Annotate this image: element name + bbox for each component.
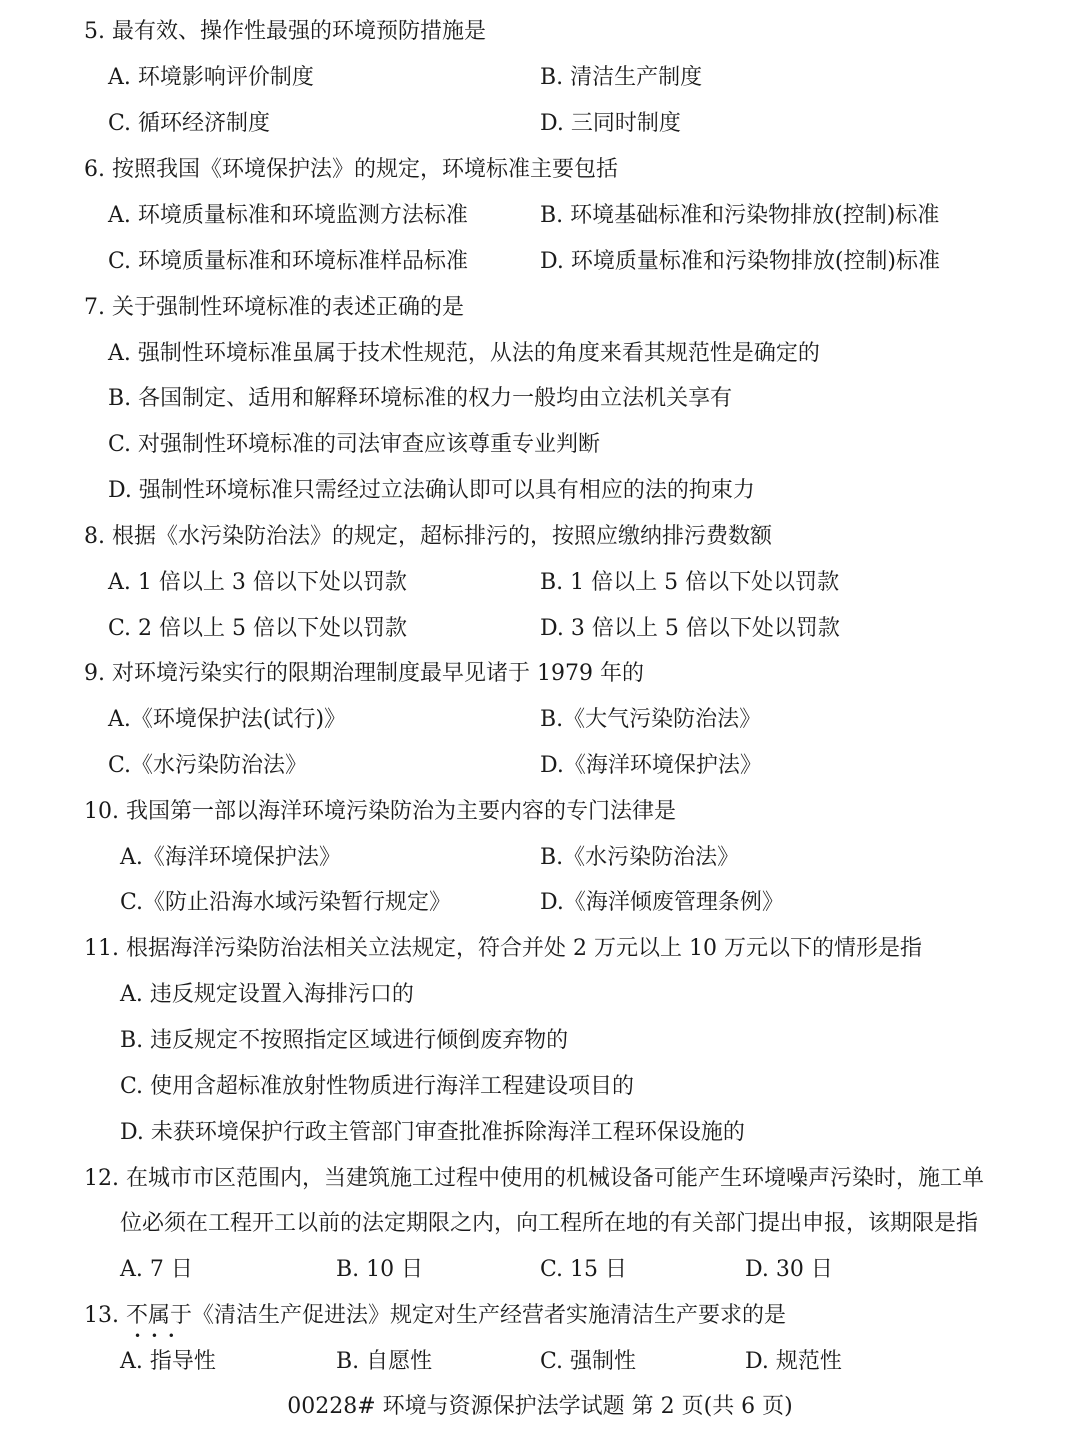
question-10-option-a: A.《海洋环境保护法》 (120, 845, 341, 870)
question-8-option-b: B. 1 倍以上 5 倍以下处以罚款 (540, 570, 840, 595)
question-6-stem: 6. 按照我国《环境保护法》的规定，环境标准主要包括 (84, 157, 618, 182)
question-7-option-a: A. 强制性环境标准虽属于技术性规范，从法的角度来看其规范性是确定的 (108, 341, 820, 366)
question-13-option-d: D. 规范性 (745, 1349, 842, 1374)
question-5-stem: 5. 最有效、操作性最强的环境预防措施是 (84, 19, 486, 44)
question-6-option-d: D. 环境质量标准和污染物排放(控制)标准 (540, 249, 941, 274)
question-9-option-c: C.《水污染防治法》 (108, 753, 308, 778)
question-12-option-d: D. 30 日 (745, 1257, 833, 1282)
question-8-option-c: C. 2 倍以上 5 倍以下处以罚款 (108, 616, 408, 641)
question-10-stem: 10. 我国第一部以海洋环境污染防治为主要内容的专门法律是 (84, 799, 676, 824)
question-13-option-b: B. 自愿性 (336, 1349, 433, 1374)
question-12-stem-continued: 位必须在工程开工以前的法定期限之内，向工程所在地的有关部门提出申报，该期限是指 (120, 1211, 979, 1236)
question-6-option-c: C. 环境质量标准和环境标准样品标准 (108, 249, 469, 274)
question-10-option-d: D.《海洋倾废管理条例》 (540, 890, 784, 915)
question-13-emphasis: 不属于 • • • (126, 1303, 192, 1328)
question-8-stem: 8. 根据《水污染防治法》的规定，超标排污的，按照应缴纳排污费数额 (84, 524, 772, 549)
question-12-option-b: B. 10 日 (336, 1257, 424, 1282)
question-5-option-d: D. 三同时制度 (540, 111, 681, 136)
question-12-option-a: A. 7 日 (120, 1257, 193, 1282)
question-13-stem (84, 1301, 786, 1331)
question-9-option-b: B.《大气污染防治法》 (540, 707, 762, 732)
question-8-option-d: D. 3 倍以上 5 倍以下处以罚款 (540, 616, 840, 641)
question-6-option-a: A. 环境质量标准和环境监测方法标准 (108, 203, 468, 228)
question-6-option-b: B. 环境基础标准和污染物排放(控制)标准 (540, 203, 940, 228)
question-5-option-c: C. 循环经济制度 (108, 111, 271, 136)
question-11-option-b: B. 违反规定不按照指定区域进行倾倒废弃物的 (120, 1028, 569, 1053)
question-13-option-c: C. 强制性 (540, 1349, 637, 1374)
question-12-stem: 12. 在城市市区范围内，当建筑施工过程中使用的机械设备可能产生环境噪声污染时，施工单 (84, 1166, 984, 1191)
question-13-stem-text: 《清洁生产促进法》规定对生产经营者实施清洁生产要求的是 (192, 1303, 787, 1328)
question-11-option-d: D. 未获环境保护行政主管部门审查批准拆除海洋工程环保设施的 (120, 1120, 745, 1145)
question-5-option-b: B. 清洁生产制度 (540, 65, 703, 90)
question-5-option-a: A. 环境影响评价制度 (108, 65, 314, 90)
question-8-option-a: A. 1 倍以上 3 倍以下处以罚款 (108, 570, 407, 595)
question-12-option-c: C. 15 日 (540, 1257, 628, 1282)
question-9-stem: 9. 对环境污染实行的限期治理制度最早见诸于 1979 年的 (84, 661, 644, 686)
question-10-option-c: C.《防止沿海水域污染暂行规定》 (120, 890, 452, 915)
question-13-number: 13. (84, 1303, 126, 1328)
question-7-option-d: D. 强制性环境标准只需经过立法确认即可以具有相应的法的拘束力 (108, 478, 755, 503)
question-9-option-a: A.《环境保护法(试行)》 (108, 707, 347, 732)
question-7-option-c: C. 对强制性环境标准的司法审查应该尊重专业判断 (108, 432, 601, 457)
question-11-option-c: C. 使用含超标准放射性物质进行海洋工程建设项目的 (120, 1074, 635, 1099)
question-11-stem: 11. 根据海洋污染防治法相关立法规定，符合并处 2 万元以上 10 万元以下的情形是指 (84, 936, 922, 961)
question-9-option-d: D.《海洋环境保护法》 (540, 753, 762, 778)
question-7-stem: 7. 关于强制性环境标准的表述正确的是 (84, 295, 464, 320)
question-7-option-b: B. 各国制定、适用和解释环境标准的权力一般均由立法机关享有 (108, 386, 733, 411)
question-10-option-b: B.《水污染防治法》 (540, 845, 740, 870)
question-13-option-a: A. 指导性 (120, 1349, 216, 1374)
question-11-option-a: A. 违反规定设置入海排污口的 (120, 982, 414, 1007)
page-footer: 00228# 环境与资源保护法学试题 第 2 页(共 6 页) (287, 1394, 793, 1419)
